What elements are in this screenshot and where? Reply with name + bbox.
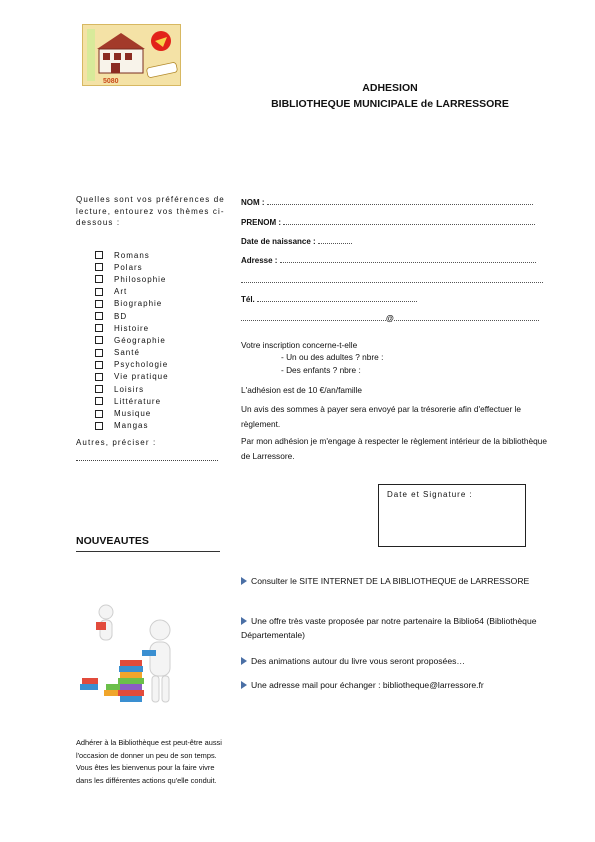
choice-romans[interactable] [95,249,215,261]
arrow-icon [241,681,247,689]
form-subtitle: BIBLIOTHEQUE MUNICIPALE de LARRESSORE [271,98,509,110]
reading-figures-icon [76,600,186,710]
news-item-text: Des animations autour du livre vous seront proposées… [251,656,466,666]
checkbox[interactable] [95,300,103,308]
checkbox[interactable] [95,349,103,357]
choice-philosophie[interactable] [95,273,215,285]
nom-field[interactable] [267,197,533,205]
checkbox[interactable] [95,336,103,344]
news-title: NOUVEAUTES [76,535,149,547]
email-user-field[interactable] [241,313,386,321]
choice-label: Musique [114,409,152,419]
choice-label: Santé [114,348,140,358]
other-field[interactable] [76,456,218,461]
checkbox[interactable] [95,324,103,332]
choice-label: BD [114,311,128,321]
checkbox[interactable] [95,385,103,393]
naissance-row [241,236,352,246]
library-logo [82,24,181,86]
signature-label: Date et Signature : [387,490,473,499]
volunteer-note: Adhérer à la Bibliothèque est peut-être aussi l'occasion de donner un peu de son temps. Vous êtes les bienvenus pour la faire vivre dans les différentes actions qu'elle conduit. [76,738,222,785]
adresse-row [241,255,536,265]
choice-label: Loisirs [114,384,145,394]
choice-sante[interactable] [95,347,215,359]
form-title: ADHESION [362,82,418,94]
choice-musique[interactable] [95,407,215,419]
adresse-field[interactable] [280,255,536,263]
news-divider [76,551,220,552]
rules-text: Par mon adhésion je m'engage à respecter le règlement intérieur de la bibliothèque de Larressore. [241,436,547,461]
adresse-label: Adresse : [241,256,278,265]
checkbox[interactable] [95,275,103,283]
naissance-label: Date de naissance : [241,237,316,246]
arrow-icon [241,617,247,625]
logo-house-drawing [83,25,181,86]
checkbox[interactable] [95,373,103,381]
choice-label: Géographie [114,335,166,345]
prenom-field[interactable] [283,217,535,225]
choice-polars[interactable] [95,261,215,273]
choice-label: Vie pratique [114,372,169,382]
reading-choices-list [95,249,215,432]
checkbox[interactable] [95,422,103,430]
choice-art[interactable] [95,286,215,298]
choice-bd[interactable] [95,310,215,322]
choice-loisirs[interactable] [95,383,215,395]
choice-label: Philosophie [114,274,167,284]
choice-label: Art [114,287,128,297]
email-domain-field[interactable] [394,313,539,321]
choice-label: Biographie [114,299,163,309]
news-item [241,678,541,692]
checkbox[interactable] [95,288,103,296]
choice-mangas[interactable] [95,420,215,432]
news-item-text: Consulter le SITE INTERNET DE LA BIBLIOTHEQUE de LARRESSORE [251,576,530,586]
checkbox[interactable] [95,410,103,418]
prenom-row [241,217,535,227]
checkbox[interactable] [95,397,103,405]
news-item [241,614,541,642]
news-item-text: Une adresse mail pour échanger : bibliotheque@larressore.fr [251,680,484,690]
checkbox[interactable] [95,251,103,259]
choice-biographie[interactable] [95,298,215,310]
choice-vie-pratique[interactable] [95,371,215,383]
choice-label: Histoire [114,323,150,333]
naissance-field[interactable] [318,236,352,244]
checkbox[interactable] [95,312,103,320]
inscription-adults: - Un ou des adultes ? nbre : [281,352,384,362]
news-item [241,654,541,668]
other-label: Autres, préciser : [76,438,157,447]
adresse-field-2[interactable] [241,275,543,283]
choice-label: Psychologie [114,360,169,370]
prenom-label: PRENOM : [241,218,281,227]
choice-histoire[interactable] [95,322,215,334]
nom-label: NOM : [241,198,265,207]
choice-label: Littérature [114,396,162,406]
checkbox[interactable] [95,263,103,271]
arrow-icon [241,657,247,665]
tel-label: Tél. [241,295,255,304]
choice-psychologie[interactable] [95,359,215,371]
fee-text: L'adhésion est de 10 €/an/famille [241,385,363,395]
choice-geographie[interactable] [95,334,215,346]
checkbox[interactable] [95,361,103,369]
reading-question: Quelles sont vos préférences de lecture, entourez vos thèmes ci-dessous : [76,195,225,227]
nom-row [241,197,533,207]
adresse-row-2 [241,275,543,285]
choice-label: Mangas [114,421,149,431]
choice-litterature[interactable] [95,395,215,407]
tel-field[interactable] [257,294,417,302]
books-illustration [76,600,186,710]
signature-box[interactable] [378,484,526,547]
inscription-children: - Des enfants ? nbre : [281,365,361,375]
choice-label: Polars [114,262,143,272]
payment-text: Un avis des sommes à payer sera envoyé par la trésorerie afin d'effectuer le règlement. [241,404,521,429]
choice-label: Romans [114,250,150,260]
arrow-icon [241,577,247,585]
news-item [241,574,541,588]
logo-year-text: 5080 [103,78,119,85]
at-sign: @ [386,314,394,323]
news-item-text: Une offre très vaste proposée par notre partenaire la Biblio64 (Bibliothèque Départementale) [241,616,537,640]
tel-row [241,294,417,304]
inscription-intro: Votre inscription concerne-t-elle [241,340,358,350]
email-row [241,313,539,323]
